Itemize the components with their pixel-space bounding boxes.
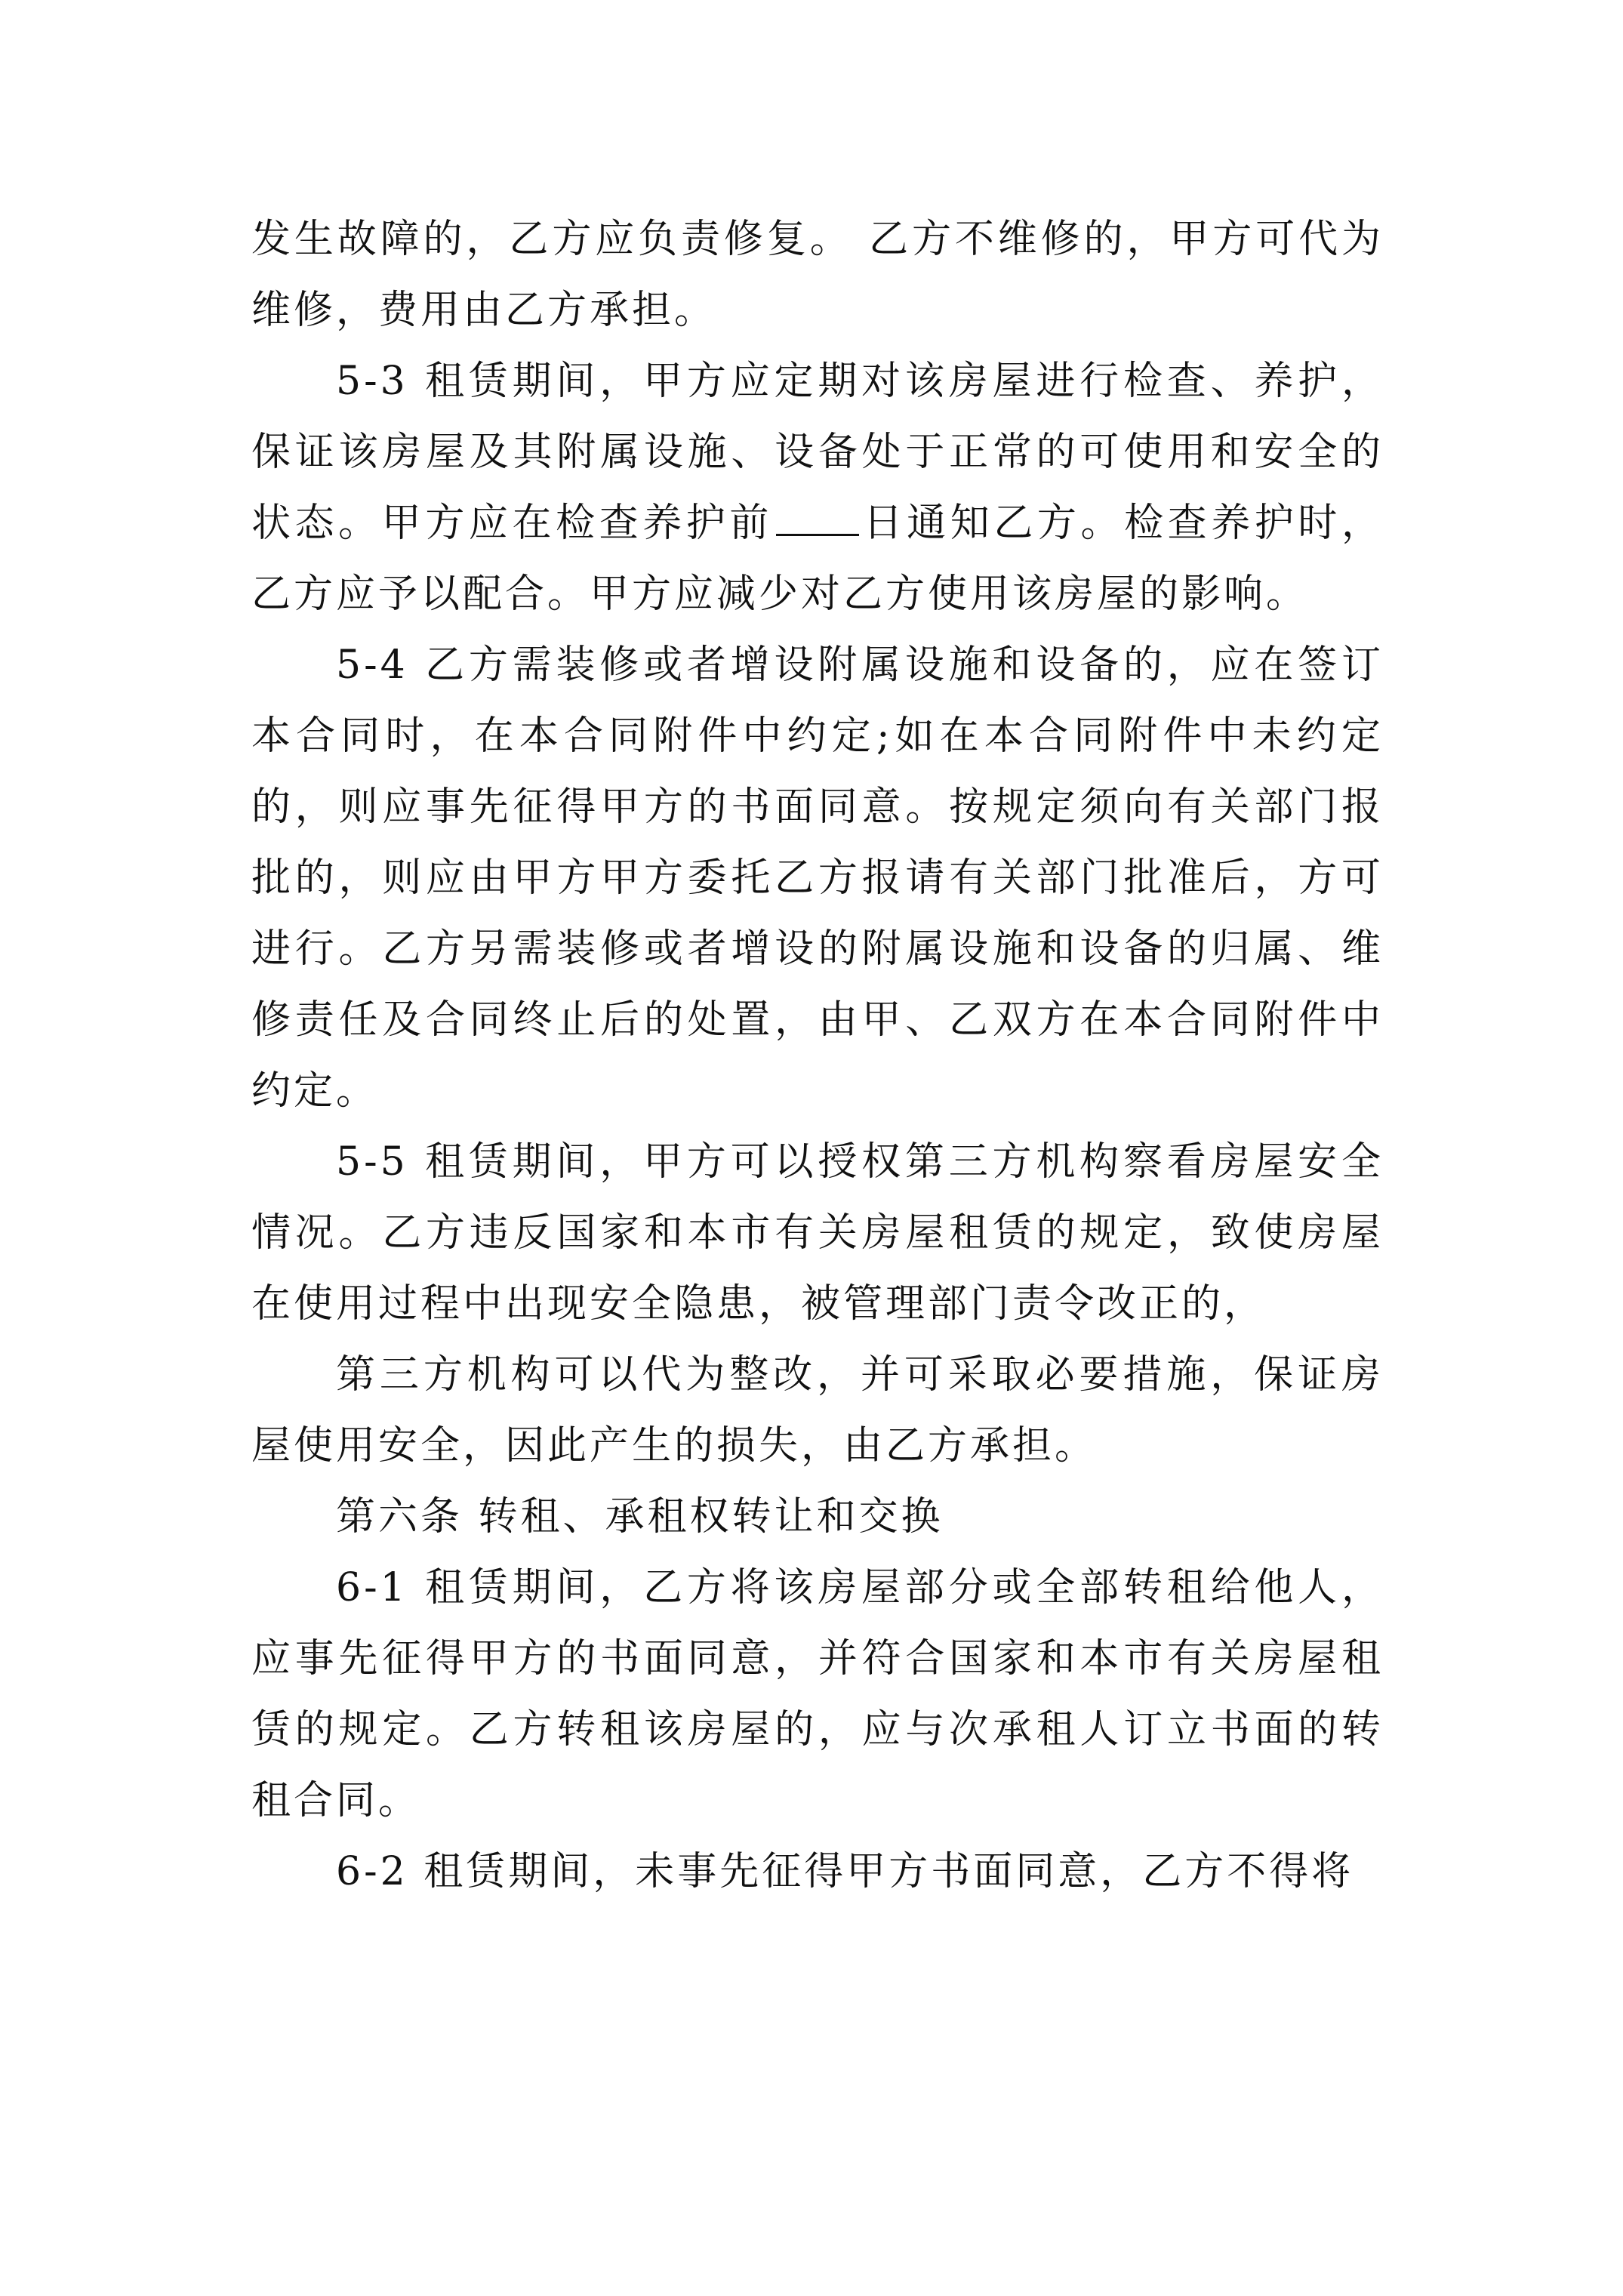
paragraph-clause-6-2: 6-2 租赁期间，未事先征得甲方书面同意，乙方不得将 xyxy=(336,1849,1354,1894)
paragraph-clause-5-5: 5-5 租赁期间，甲方可以授权第三方机构察看房屋安全情况。乙方违反国家和本市有关房屋租赁的规定，致使房屋在使用过程中出现安全隐患，被管理部门责令改正的， xyxy=(251,1139,1384,1327)
clause-5-3-text-after: 日通知乙方。检查养护时，乙方应予以配合。甲方应减少对乙方使用该房屋的影响。 xyxy=(251,501,1384,617)
paragraph-clause-6-1: 6-1 租赁期间，乙方将该房屋部分或全部转租给他人，应事先征得甲方的书面同意，并符合国家和本市有关房屋租赁的规定。乙方转租该房屋的，应与次承租人订立书面的转租合同。 xyxy=(251,1565,1384,1823)
paragraph-clause-5-3 xyxy=(251,346,1384,630)
document-body xyxy=(251,204,1384,1907)
paragraph-repair-continuation: 发生故障的，乙方应负责修复。 乙方不维修的，甲方可代为维修，费用由乙方承担。 xyxy=(251,217,1384,333)
clause-5-3-text-before: 5-3 租赁期间，甲方应定期对该房屋进行检查、养护，保证该房屋及其附属设施、设备处于正常的可使用和安全的状态。甲方应在检查养护前 xyxy=(251,359,1384,546)
notice-days-blank xyxy=(776,488,859,536)
article-6-heading: 第六条 转租、承租权转让和交换 xyxy=(336,1494,944,1539)
paragraph-third-party-rectification: 第三方机构可以代为整改，并可采取必要措施，保证房屋使用安全，因此产生的损失，由乙方承担。 xyxy=(251,1352,1384,1469)
paragraph-clause-5-4: 5-4 乙方需装修或者增设附属设施和设备的，应在签订本合同时，在本合同附件中约定;如在本合同附件中未约定的，则应事先征得甲方的书面同意。按规定须向有关部门报批的，则应由甲方甲方委托乙方报请有关部门批准后，方可进行。乙方另需装修或者增设的附属设施和设备的归属、维修责任及合同终止后的处置，由甲、乙双方在本合同附件中约定。 xyxy=(251,643,1384,1114)
